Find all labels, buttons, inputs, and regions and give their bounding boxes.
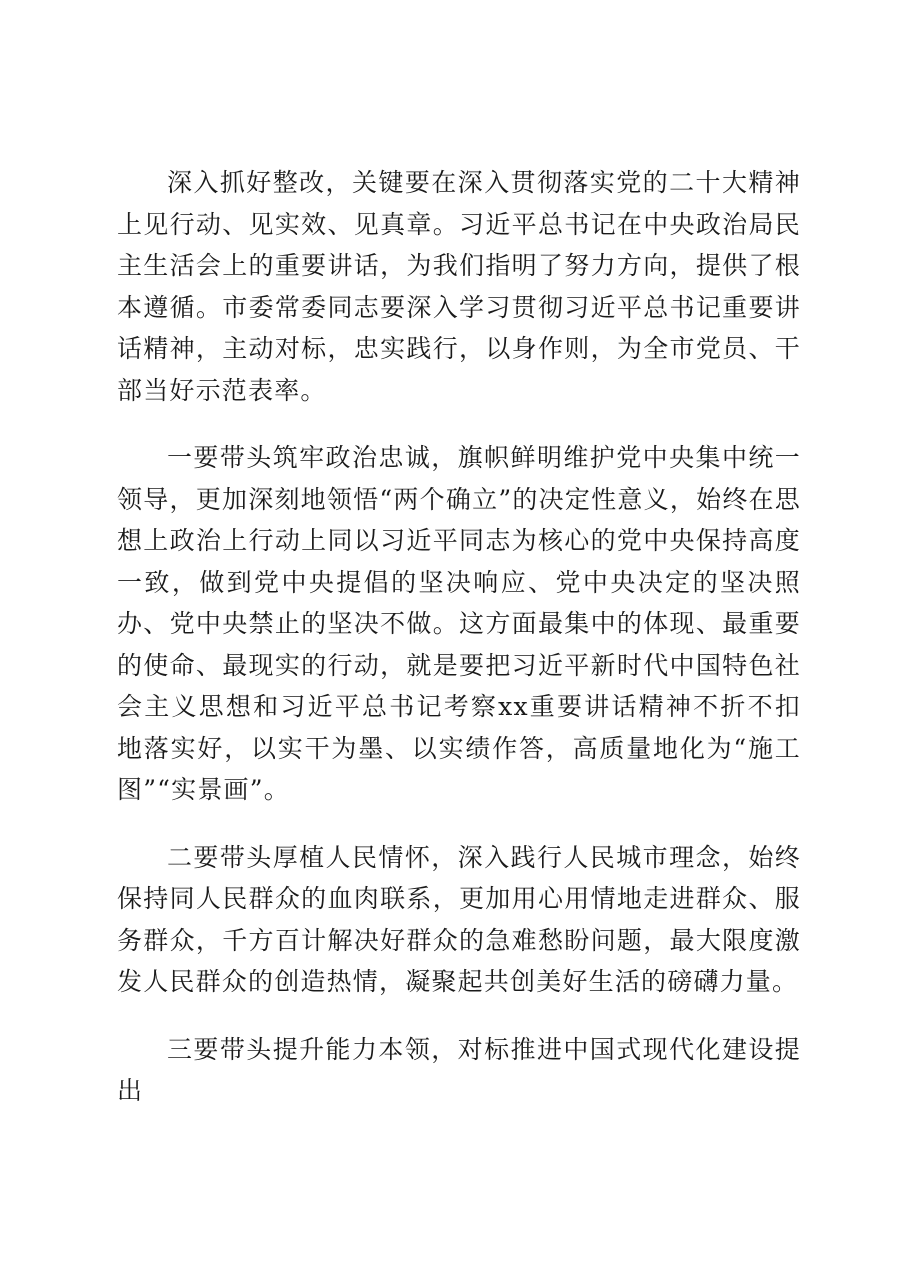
paragraph-political-loyalty: 一要带头筑牢政治忠诚，旗帜鲜明维护党中央集中统一领导，更加深刻地领悟“两个确立”的决定性意义，始终在思想上政治上行动上同以习近平同志为核心的党中央保持高度一致，做到党中央提倡的坚决响应、党中央决定的坚决照办、党中央禁止的坚决不做。这方面最集中的体现、最重要的使命、最现实的行动，就是要把习近平新时代中国特色社会主义思想和习近平总书记考察xx重要讲话精神不折不扣地落实好，以实干为墨、以实绩作答，高质量地化为“施工图”“实景画”。	[117, 443, 801, 804]
paragraph-capability: 三要带头提升能力本领，对标推进中国式现代化建设提出	[117, 1034, 801, 1105]
paragraph-intro: 深入抓好整改，关键要在深入贯彻落实党的二十大精神上见行动、见实效、见真章。习近平总书记在中央政治局民主生活会上的重要讲话，为我们指明了努力方向，提供了根本遵循。市委常委同志要深入学习贯彻习近平总书记重要讲话精神，主动对标，忠实践行，以身作则，为全市党员、干部当好示范表率。	[117, 168, 801, 405]
document-body	[117, 162, 801, 1138]
paragraph-people-sentiment: 二要带头厚植人民情怀，深入践行人民城市理念，始终保持同人民群众的血肉联系，更加用心用情地走进群众、服务群众，千方百计解决好群众的急难愁盼问题，最大限度激发人民群众的创造热情，凝聚起共创美好生活的磅礴力量。	[117, 842, 801, 996]
